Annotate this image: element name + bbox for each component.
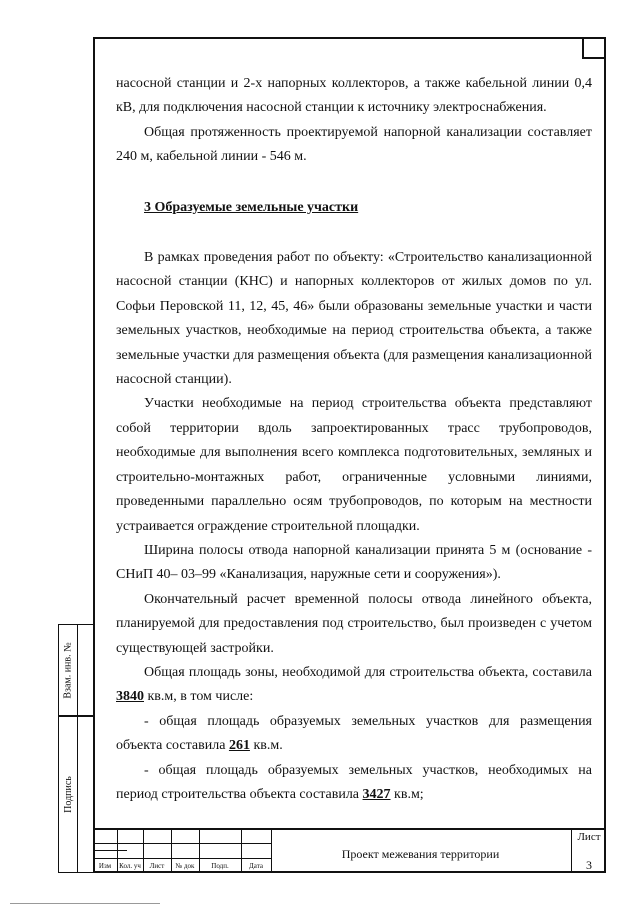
paragraph-4: Участки необходимые на период строительства объекта представляют собой территории вдоль запроектированных трасс трубопроводов, необходимые для выполнения всего комплекса подготовительных, земляных и строительно-монтажных работ, ограниченные условными линиями, проведенными параллельно осям трубопроводов, по которым на местности устраивается ограждение строительной площадки.: [116, 396, 592, 534]
placement-area-value: 261: [228, 738, 250, 754]
sheet-number: 3: [586, 858, 592, 872]
col-podp: Подп.: [211, 862, 229, 870]
document-body: [116, 72, 592, 807]
vzam-label: Взам. инв. №: [62, 641, 74, 699]
podpis-label: Подпись: [62, 776, 74, 813]
section-heading: 3 Образуемые земельные участки: [144, 199, 359, 215]
col-list: Лист: [149, 862, 165, 870]
side-stamp-vzam: [58, 624, 95, 716]
title-block: [93, 828, 606, 873]
paragraph-8: [116, 710, 592, 759]
p7-text-after: кв.м, в том числе:: [144, 689, 254, 705]
construction-area-value: 3427: [362, 786, 391, 802]
sheet-label: Лист: [577, 831, 601, 843]
col-data: Дата: [249, 862, 263, 870]
col-kol-uch: Кол. уч: [119, 862, 141, 870]
paragraph-5: Ширина полосы отвода напорной канализации принята 5 м (основание - СНиП 40– 03–99 «Канализация, наружные сети и сооружения»).: [116, 542, 592, 583]
col-nom-dok: № док: [175, 862, 195, 870]
col-izm: Изм: [98, 862, 112, 870]
p7-text-before: Общая площадь зоны, необходимой для строительства объекта, составила: [144, 664, 592, 680]
total-area-value: 3840: [116, 689, 144, 705]
corner-box: [582, 37, 606, 59]
paragraph-7: [116, 661, 592, 710]
p9-text-after: кв.м;: [390, 786, 424, 802]
p8-text-after: кв.м.: [249, 738, 283, 754]
scan-edge-line: [10, 903, 160, 904]
document-title: Проект межевания территории: [341, 847, 500, 861]
side-stamp-podpis: [58, 716, 95, 873]
p8-text-before: - общая площадь образуемых земельных участков для размещения объекта составила: [116, 713, 592, 754]
paragraph-3: В рамках проведения работ по объекту: «Строительство канализационной насосной станции (КНС) и напорных коллекторов от жилых домов по ул. Софьи Перовской 11, 12, 45, 46» были образованы земельные участки и части земельных участков, необходимые на период строительства объекта, а также земельные участки для размещения объекта (для размещения канализационной насосной станции).: [116, 250, 592, 388]
paragraph-6: Окончательный расчет временной полосы отвода линейного объекта, планируемой для предоставления под строительство, был произведен с учетом существующей застройки.: [116, 591, 592, 656]
paragraph-9: [116, 759, 592, 808]
paragraph-1: насосной станции и 2-х напорных коллекторов, а также кабельной линии 0,4 кВ, для подключения насосной станции к источнику электроснабжения.: [116, 76, 592, 116]
p9-text-before: - общая площадь образуемых земельных участков, необходимых на период строительства объекта составила: [116, 762, 592, 802]
paragraph-2: Общая протяженность проектируемой напорной канализации составляет 240 м, кабельной линии - 546 м.: [116, 124, 592, 165]
